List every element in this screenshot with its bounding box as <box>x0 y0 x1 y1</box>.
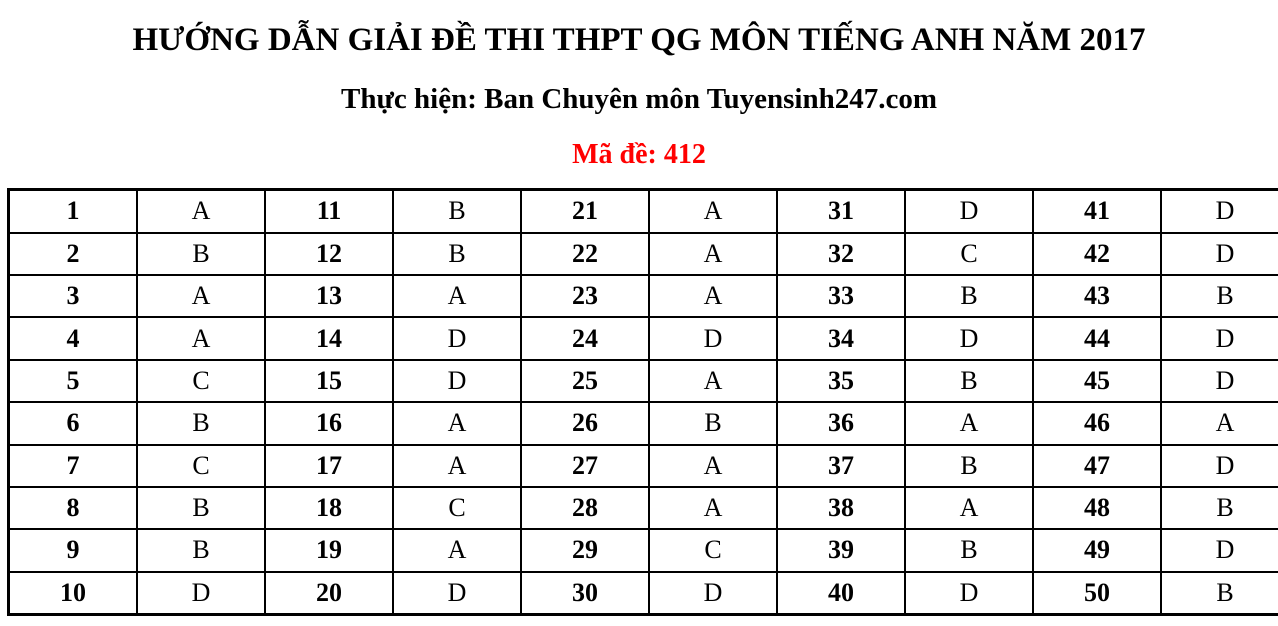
question-number-cell: 49 <box>1033 529 1161 571</box>
table-row <box>9 445 1278 487</box>
table-row <box>9 360 1278 402</box>
table-row <box>9 572 1278 615</box>
question-number-cell: 15 <box>265 360 393 402</box>
question-number-cell: 6 <box>9 402 138 444</box>
question-number-cell: 38 <box>777 487 905 529</box>
answer-cell: A <box>649 233 777 275</box>
answer-key-table <box>7 188 1278 616</box>
answer-cell: A <box>393 529 521 571</box>
question-number-cell: 32 <box>777 233 905 275</box>
question-number-cell: 36 <box>777 402 905 444</box>
answer-cell: B <box>137 529 265 571</box>
table-row <box>9 402 1278 444</box>
answer-cell: B <box>1161 487 1278 529</box>
answer-cell: D <box>649 317 777 359</box>
question-number-cell: 17 <box>265 445 393 487</box>
table-row <box>9 233 1278 275</box>
page-subtitle: Thực hiện: Ban Chuyên môn Tuyensinh247.com <box>341 82 937 115</box>
answer-cell: C <box>649 529 777 571</box>
question-number-cell: 11 <box>265 190 393 233</box>
question-number-cell: 44 <box>1033 317 1161 359</box>
question-number-cell: 13 <box>265 275 393 317</box>
question-number-cell: 10 <box>9 572 138 615</box>
answer-cell: D <box>905 317 1033 359</box>
answer-cell: D <box>649 572 777 615</box>
answer-cell: A <box>137 275 265 317</box>
question-number-cell: 1 <box>9 190 138 233</box>
answer-cell: B <box>905 275 1033 317</box>
answer-cell: B <box>1161 572 1278 615</box>
answer-cell: B <box>649 402 777 444</box>
answer-cell: D <box>1161 190 1278 233</box>
question-number-cell: 48 <box>1033 487 1161 529</box>
question-number-cell: 2 <box>9 233 138 275</box>
question-number-cell: 18 <box>265 487 393 529</box>
answer-cell: B <box>137 487 265 529</box>
question-number-cell: 37 <box>777 445 905 487</box>
answer-cell: D <box>393 572 521 615</box>
question-number-cell: 3 <box>9 275 138 317</box>
answer-cell: A <box>137 317 265 359</box>
answer-cell: A <box>393 402 521 444</box>
question-number-cell: 41 <box>1033 190 1161 233</box>
document-header <box>0 0 1278 171</box>
answer-cell: A <box>905 487 1033 529</box>
question-number-cell: 4 <box>9 317 138 359</box>
answer-cell: B <box>137 402 265 444</box>
answer-cell: B <box>137 233 265 275</box>
question-number-cell: 5 <box>9 360 138 402</box>
answer-cell: A <box>649 275 777 317</box>
question-number-cell: 30 <box>521 572 649 615</box>
question-number-cell: 35 <box>777 360 905 402</box>
answer-cell: C <box>905 233 1033 275</box>
answer-cell: B <box>1161 275 1278 317</box>
answer-cell: A <box>649 487 777 529</box>
question-number-cell: 50 <box>1033 572 1161 615</box>
answer-cell: D <box>1161 233 1278 275</box>
answer-cell: B <box>393 190 521 233</box>
question-number-cell: 14 <box>265 317 393 359</box>
answer-cell: D <box>1161 317 1278 359</box>
question-number-cell: 39 <box>777 529 905 571</box>
answer-cell: A <box>393 445 521 487</box>
answer-cell: D <box>905 572 1033 615</box>
answer-cell: D <box>393 360 521 402</box>
exam-code-label: Mã đề: 412 <box>572 139 706 171</box>
question-number-cell: 21 <box>521 190 649 233</box>
question-number-cell: 29 <box>521 529 649 571</box>
answer-cell: C <box>137 360 265 402</box>
answer-cell: D <box>1161 529 1278 571</box>
question-number-cell: 26 <box>521 402 649 444</box>
question-number-cell: 16 <box>265 402 393 444</box>
answer-cell: B <box>905 529 1033 571</box>
question-number-cell: 20 <box>265 572 393 615</box>
answer-cell: D <box>1161 445 1278 487</box>
question-number-cell: 27 <box>521 445 649 487</box>
table-row <box>9 529 1278 571</box>
table-row <box>9 275 1278 317</box>
page-title: HƯỚNG DẪN GIẢI ĐỀ THI THPT QG MÔN TIẾNG ANH NĂM 2017 <box>132 22 1146 58</box>
answer-cell: A <box>649 360 777 402</box>
answer-cell: B <box>905 360 1033 402</box>
question-number-cell: 8 <box>9 487 138 529</box>
answer-cell: C <box>137 445 265 487</box>
answer-cell: B <box>393 233 521 275</box>
answer-cell: D <box>1161 360 1278 402</box>
answer-table-body <box>9 190 1278 615</box>
question-number-cell: 40 <box>777 572 905 615</box>
answer-cell: A <box>1161 402 1278 444</box>
answer-cell: A <box>649 190 777 233</box>
question-number-cell: 19 <box>265 529 393 571</box>
question-number-cell: 25 <box>521 360 649 402</box>
question-number-cell: 24 <box>521 317 649 359</box>
question-number-cell: 7 <box>9 445 138 487</box>
question-number-cell: 28 <box>521 487 649 529</box>
question-number-cell: 45 <box>1033 360 1161 402</box>
answer-cell: B <box>905 445 1033 487</box>
question-number-cell: 31 <box>777 190 905 233</box>
table-row <box>9 487 1278 529</box>
question-number-cell: 43 <box>1033 275 1161 317</box>
answer-cell: D <box>137 572 265 615</box>
question-number-cell: 34 <box>777 317 905 359</box>
answer-cell: C <box>393 487 521 529</box>
question-number-cell: 22 <box>521 233 649 275</box>
answer-cell: A <box>649 445 777 487</box>
question-number-cell: 42 <box>1033 233 1161 275</box>
answer-cell: D <box>393 317 521 359</box>
question-number-cell: 47 <box>1033 445 1161 487</box>
question-number-cell: 12 <box>265 233 393 275</box>
answer-cell: D <box>905 190 1033 233</box>
answer-cell: A <box>905 402 1033 444</box>
table-row <box>9 317 1278 359</box>
table-row <box>9 190 1278 233</box>
answer-cell: A <box>137 190 265 233</box>
question-number-cell: 33 <box>777 275 905 317</box>
answer-cell: A <box>393 275 521 317</box>
question-number-cell: 46 <box>1033 402 1161 444</box>
question-number-cell: 9 <box>9 529 138 571</box>
question-number-cell: 23 <box>521 275 649 317</box>
